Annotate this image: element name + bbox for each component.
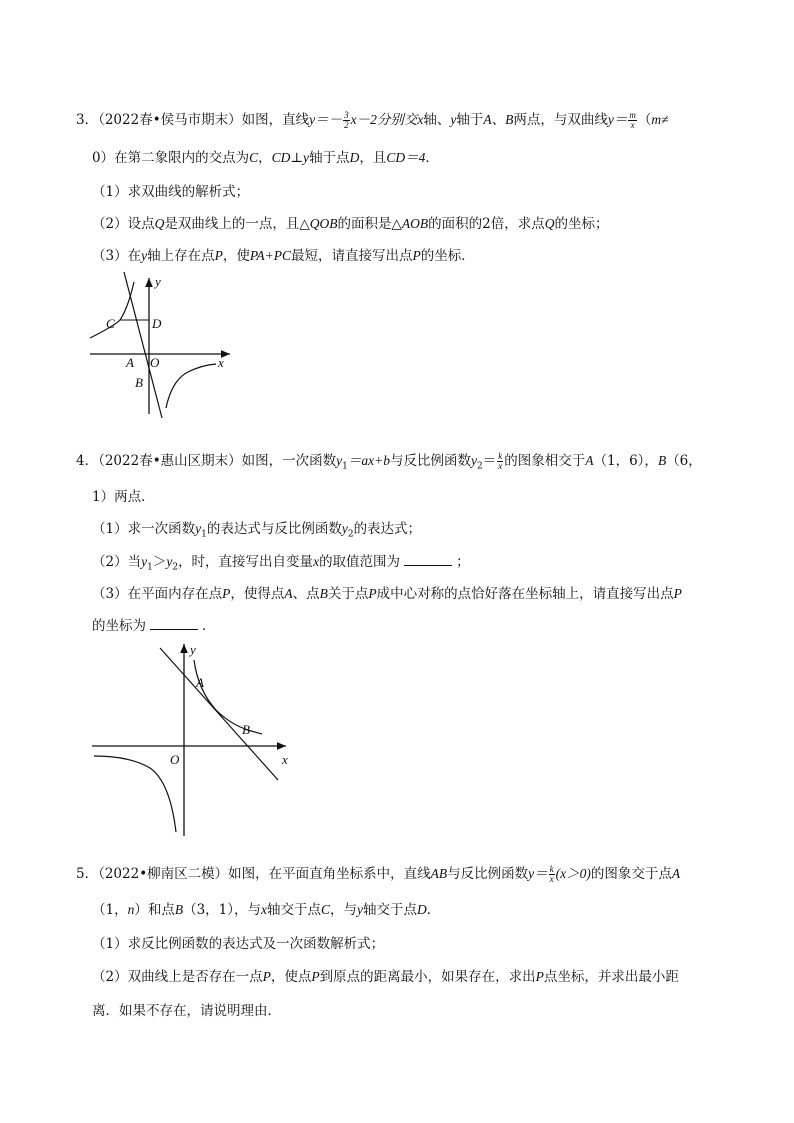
q3-figure [84, 268, 244, 428]
hyperbola-branch-q4 [166, 364, 216, 408]
label-O: O [170, 752, 180, 767]
fraction-three-halves: $\frac{3}{2}$ [344, 110, 349, 130]
q3-stem-line2: 0）在第二象限内的交点为C，CD⊥y轴于点D，且CD＝4． [92, 150, 439, 166]
line-AB [124, 272, 162, 418]
hyperbola-branch-q3 [94, 756, 176, 832]
q4-stem-line2: 1）两点． [92, 489, 155, 505]
q4-subquestion-2: （2）当$y_1>y_2$，时，直接写出自变量x的取值范围为 ； [92, 554, 470, 573]
q5-stem-line2: （1，n）和点B（3，1），与x轴交于点C，与y轴交于点D． [92, 902, 441, 918]
label-C: C [106, 316, 115, 331]
q5-subquestion-2-line2: 离．如果不存在，请说明理由． [92, 1003, 281, 1019]
q4-stem-line1: 4．（2022春•惠山区期末）如图，一次函数$y_1=ax+b$与反比例函数$y_2=$ $\frac{k}{x}$ 的图象相交于A（1，6），B（6， [76, 451, 702, 472]
label-x: x [218, 355, 224, 370]
label-A: A [196, 675, 204, 690]
q4-subquestion-3-line2: 的坐标为 ． [92, 618, 216, 634]
fraction-m-over-x: $\frac{m}{x}$ [629, 110, 636, 130]
label-D: D [152, 316, 162, 331]
q3-subquestion-3: （3）在y轴上存在点P，使PA+PC最短，请直接写出点P的坐标． [92, 248, 475, 264]
label-A: A [126, 355, 134, 370]
q4-subquestion-1: （1）求一次函数$y_1$的表达式与反比例函数$y_2$的表达式； [92, 521, 422, 540]
answer-blank[interactable] [404, 564, 452, 566]
label-B: B [135, 375, 143, 390]
q4-figure [90, 640, 300, 840]
q5-subquestion-1: （1）求反比例函数的表达式及一次函数解析式； [92, 936, 385, 952]
fraction-k-over-x: $\frac{k}{x}$ [498, 451, 503, 471]
answer-blank[interactable] [150, 628, 198, 630]
q4-subquestion-3: （3）在平面内存在点P，使得点A、点B关于点P成中心对称的点恰好落在坐标轴上，请直接写出点P [92, 586, 682, 602]
q3-subquestion-2: （2）设点Q是双曲线上的一点，且△QOB的面积是△AOB的面积的2倍，求点Q的坐标； [92, 216, 609, 232]
label-B: B [242, 722, 250, 737]
fraction-k-over-x: $\frac{k}{x}$ [549, 864, 554, 884]
q3-stem-line1: 3．（2022春•侯马市期末）如图，直线y＝－ $\frac{3}{2}$ x－2分别交x轴、y轴于A、B两点，与双曲线y＝ $\frac{m}{x}$ （m≠ [76, 110, 669, 130]
label-y: y [190, 642, 196, 657]
q5-subquestion-2: （2）双曲线上是否存在一点P，使点P到原点的距离最小，如果存在，求出P点坐标，并求出最小距 [92, 969, 679, 985]
q5-stem-line1: 5．（2022•柳南区二模）如图，在平面直角坐标系中，直线AB与反比例函数y＝ $\frac{k}{x}$ (x＞0)的图象交于点A [76, 864, 681, 884]
label-x: x [282, 752, 288, 767]
label-y: y [155, 274, 161, 289]
q3-subquestion-1: （1）求双曲线的解析式； [92, 184, 250, 200]
label-O: O [150, 355, 160, 370]
